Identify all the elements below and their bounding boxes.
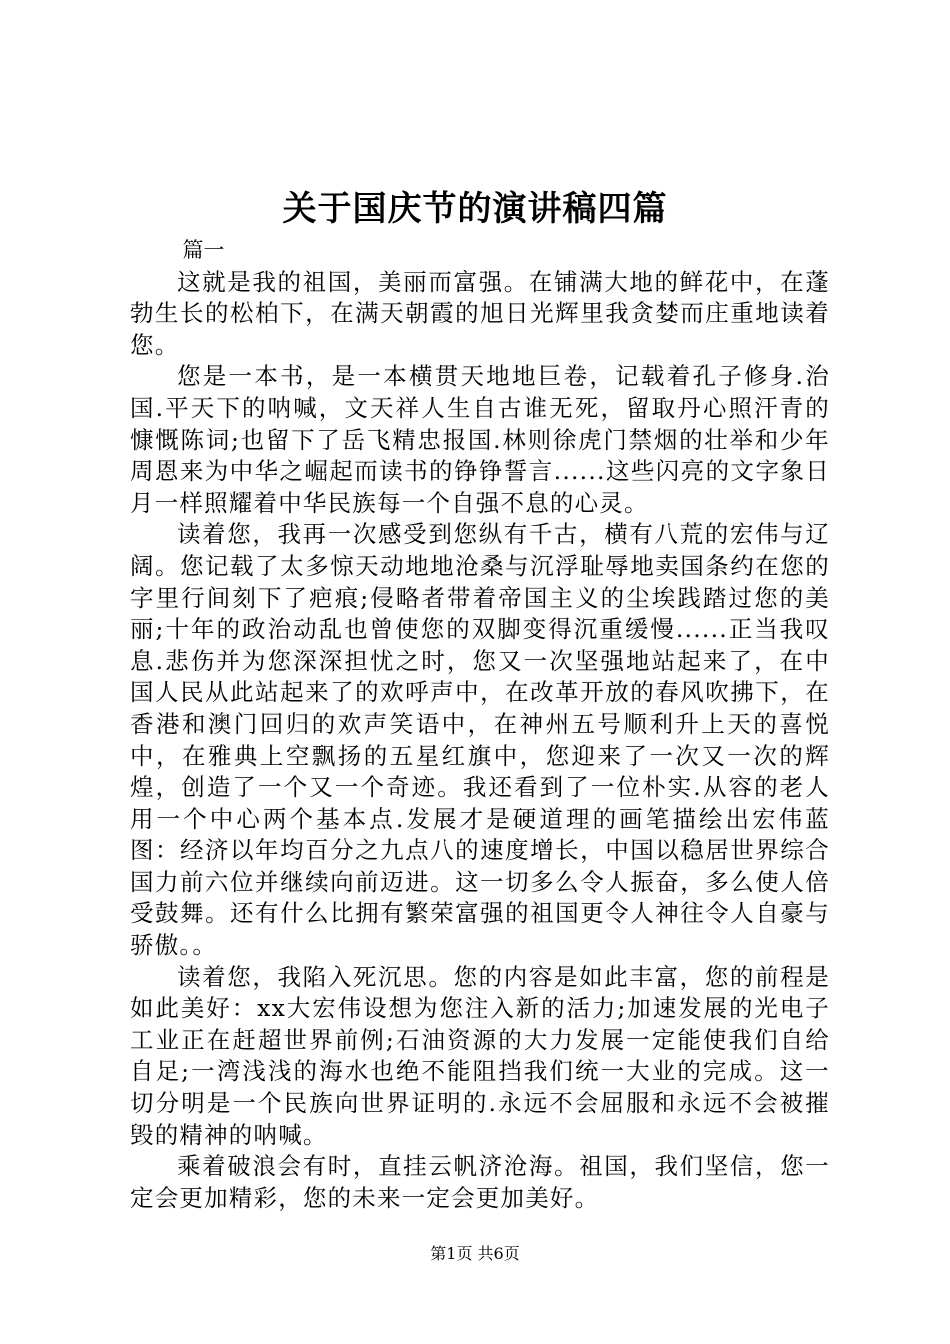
page-number-footer: 第1页 共6页 <box>430 1244 520 1263</box>
paragraph-5: 乘着破浪会有时，直挂云帆济沧海。祖国，我们坚信，您一定会更加精彩，您的未来一定会更加美好。 <box>130 1152 830 1212</box>
paragraph-2: 您是一本书，是一本横贯天地地巨卷，记载着孔子修身.治国.平天下的呐喊，文天祥人生自古谁无死，留取丹心照汗青的慷慨陈词;也留下了岳飞精忠报国.林则徐虎门禁烟的壮举和少年周恩来为中华之崛起而读书的铮铮誓言......这些闪亮的文字象日月一样照耀着中华民族每一个自强不息的心灵。 <box>130 362 830 517</box>
paragraph-3: 读着您，我再一次感受到您纵有千古，横有八荒的宏伟与辽阔。您记载了太多惊天动地地沧桑与沉浮耻辱地卖国条约在您的字里行间刻下了疤痕;侵略者带着帝国主义的尘埃践踏过您的美丽;十年的政治动乱也曾使您的双脚变得沉重缓慢......正当我叹息.悲伤并为您深深担忧之时，您又一次坚强地站起来了，在中国人民从此站起来了的欢呼声中，在改革开放的春风吹拂下，在香港和澳门回归的欢声笑语中，在神州五号顺利升上天的喜悦中，在雅典上空飘扬的五星红旗中，您迎来了一次又一次的辉煌，创造了一个又一个奇迹。我还看到了一位朴实.从容的老人用一个中心两个基本点.发展才是硬道理的画笔描绘出宏伟蓝图：经济以年均百分之九点八的速度增长，中国以稳居世界综合国力前六位并继续向前迈进。这一切多么令人振奋，多么使人倍受鼓舞。还有什么比拥有繁荣富强的祖国更令人神往令人自豪与骄傲。。 <box>130 520 830 960</box>
document-body <box>130 235 830 1214</box>
paragraph-1: 这就是我的祖国，美丽而富强。在铺满大地的鲜花中，在蓬勃生长的松柏下，在满天朝霞的旭日光辉里我贪婪而庄重地读着您。 <box>130 267 830 359</box>
paragraph-4: 读着您，我陷入死沉思。您的内容是如此丰富，您的前程是如此美好：xx大宏伟设想为您注入新的活力;加速发展的光电子工业正在赶超世界前例;石油资源的大力发展一定能使我们自给自足;一湾浅浅的海水也绝不能阻挡我们统一大业的完成。这一切分明是一个民族向世界证明的.永远不会屈服和永远不会被摧毁的精神的呐喊。 <box>130 962 830 1149</box>
section-heading: 篇一 <box>182 238 225 262</box>
document-title: 关于国庆节的演讲稿四篇 <box>282 189 668 229</box>
